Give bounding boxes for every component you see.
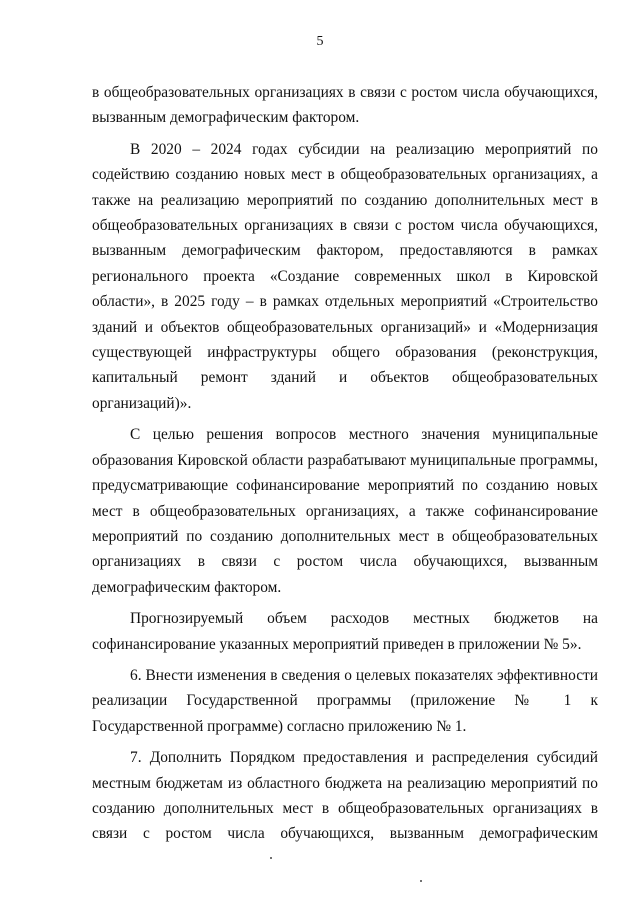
document-body xyxy=(92,80,598,847)
paragraph-item-6: 6. Внести изменения в сведения о целевых показателях эффективности реализации Государственной программы (приложение № 1 к Государственной программе) согласно приложению № 1. xyxy=(92,666,598,735)
paragraph-item-7: 7. Дополнить Порядком предоставления и распределения субсидий местным бюджетам из областного бюджета на реализацию мероприятий по созданию дополнительных мест в общеобразовательных организациях в связи с ростом числа обучающихся, вызванным демографическим xyxy=(92,749,598,843)
paragraph-subsidies-2020-2024: В 2020 – 2024 годах субсидии на реализацию мероприятий по содействию созданию новых мест в общеобразовательных организациях, а также на реализацию мероприятий по созданию дополнительных мест в общеобразовательных организациях в связи с ростом числа обучающихся, вызванным демографическим фактором, предоставляются в рамках регионального проекта «Создание современных школ в Кировской области», в 2025 году – в рамках отдельных мероприятий «Строительство зданий и объектов общеобразовательных организаций» и «Модернизация существующей инфраструктуры общего образования (реконструкция, капитальный ремонт зданий и объектов общеобразовательных организаций)». xyxy=(92,140,598,412)
scan-speck xyxy=(420,880,422,882)
paragraph-forecast-expenses: Прогнозируемый объем расходов местных бюджетов на софинансирование указанных мероприятий приведен в приложении № 5». xyxy=(92,610,598,653)
paragraph-continuation: в общеобразовательных организациях в связи с ростом числа обучающихся, вызванным демографическим фактором. xyxy=(92,84,598,127)
paragraph-municipal-programs: С целью решения вопросов местного значения муниципальные образования Кировской области разрабатывают муниципальные программы, предусматривающие софинансирование мероприятий по созданию новых мест в общеобразовательных организациях, а также софинансирование мероприятий по созданию дополнительных мест в общеобразовательных организациях в связи с ростом числа обучающихся, вызванным демографическим фактором. xyxy=(92,426,598,596)
scan-speck xyxy=(270,857,272,859)
page-number: 5 xyxy=(316,34,324,49)
